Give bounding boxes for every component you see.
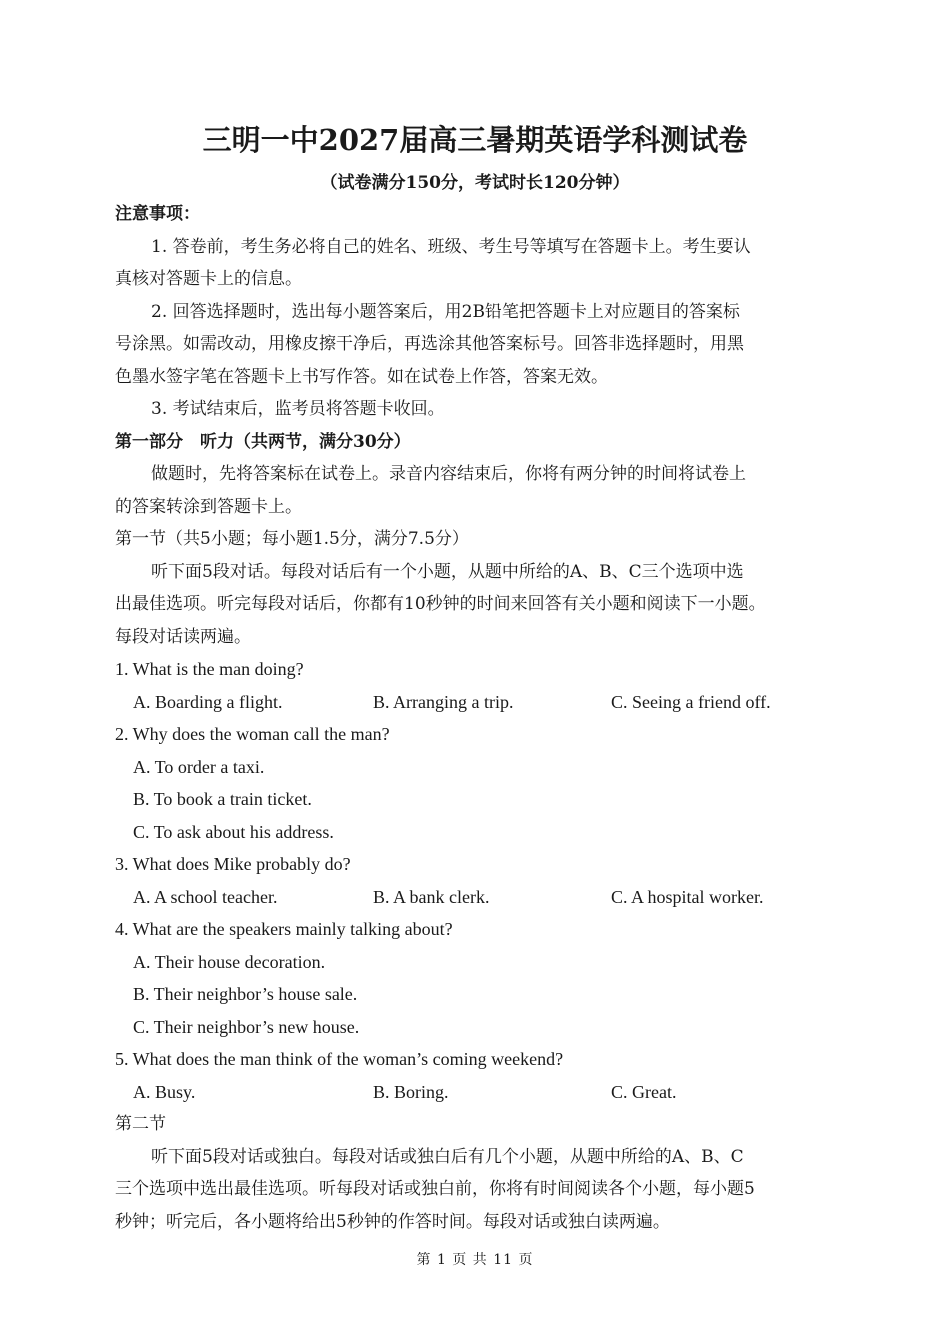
option-a: A. A school teacher. [133,886,278,907]
option-a: A. Their house decoration. [133,951,326,972]
notice-line: 1. 答卷前，考生务必将自己的姓名、班级、考生号等填写在答题卡上。考生要认 [151,236,751,257]
section2-intro-line: 三个选项中选出最佳选项。听每段对话或独白前，你将有时间阅读各个小题，每小题5 [115,1179,755,1199]
option-c: C. Great. [611,1081,677,1102]
notice-line: 号涂黑。如需改动，用橡皮擦干净后，再选涂其他答案标号。回答非选择题时，用黑 [115,334,744,354]
page-subtitle: （试卷满分150分，考试时长120分钟） [320,173,630,193]
section1-heading: 第一节（共5小题；每小题1.5分，满分7.5分） [115,529,469,549]
page-footer: 第 1 页 共 11 页 [416,1252,534,1268]
option-row [115,686,840,719]
part1-intro-line: 做题时，先将答案标在试卷上。录音内容结束后，你将有两分钟的时间将试卷上 [151,464,746,484]
section2-intro-line: 听下面5段对话或独白。每段对话或独白后有几个小题，从题中所给的A、B、C [151,1146,744,1167]
option-a: A. Boarding a flight. [133,691,283,712]
question-stem: 5. What does the man think of the woman’s coming weekend? [115,1049,564,1069]
option-a: A. Busy. [133,1081,196,1102]
section1-intro-line: 出最佳选项。听完每段对话后，你都有10秒钟的时间来回答有关小题和阅读下一小题。 [115,594,766,614]
section2-heading: 第二节 [115,1114,166,1134]
part1-intro-line: 的答案转涂到答题卡上。 [115,496,302,517]
question-stem: 1. What is the man doing? [115,659,304,679]
option-b: B. To book a train ticket. [133,789,312,809]
section2-intro-line: 秒钟；听完后，各小题将给出5秒钟的作答时间。每段对话或独白读两遍。 [115,1211,670,1232]
notice-line: 3. 考试结束后，监考员将答题卡收回。 [151,399,445,419]
option-row [115,881,840,914]
question-stem: 3. What does Mike probably do? [115,854,351,874]
exam-body [115,198,840,1238]
notice-line: 真核对答题卡上的信息。 [115,269,302,289]
option-c: C. Seeing a friend off. [611,691,771,712]
option-c: C. Their neighbor’s new house. [133,1016,360,1037]
page-title: 三明一中2027届高三暑期英语学科测试卷 [202,123,748,157]
option-row [115,1076,840,1109]
option-c: C. A hospital worker. [611,886,764,907]
option-b: B. Their neighbor’s house sale. [133,984,358,1004]
notice-line: 色墨水签字笔在答题卡上书写作答。如在试卷上作答，答案无效。 [115,366,608,387]
section1-intro-line: 听下面5段对话。每段对话后有一个小题，从题中所给的A、B、C三个选项中选 [151,561,744,582]
option-b: B. Boring. [373,1081,449,1102]
notice-line: 2. 回答选择题时，选出每小题答案后，用2B铅笔把答题卡上对应题目的答案标 [151,301,740,322]
option-c: C. To ask about his address. [133,821,334,842]
option-a: A. To order a taxi. [133,756,265,777]
question-stem: 4. What are the speakers mainly talking about? [115,919,453,939]
section1-intro-line: 每段对话读两遍。 [115,626,251,647]
question-stem: 2. Why does the woman call the man? [115,724,390,744]
part1-heading: 第一部分 听力（共两节，满分30分） [115,431,411,452]
option-b: B. Arranging a trip. [373,691,514,712]
notice-heading: 注意事项： [115,204,200,224]
option-b: B. A bank clerk. [373,886,490,907]
